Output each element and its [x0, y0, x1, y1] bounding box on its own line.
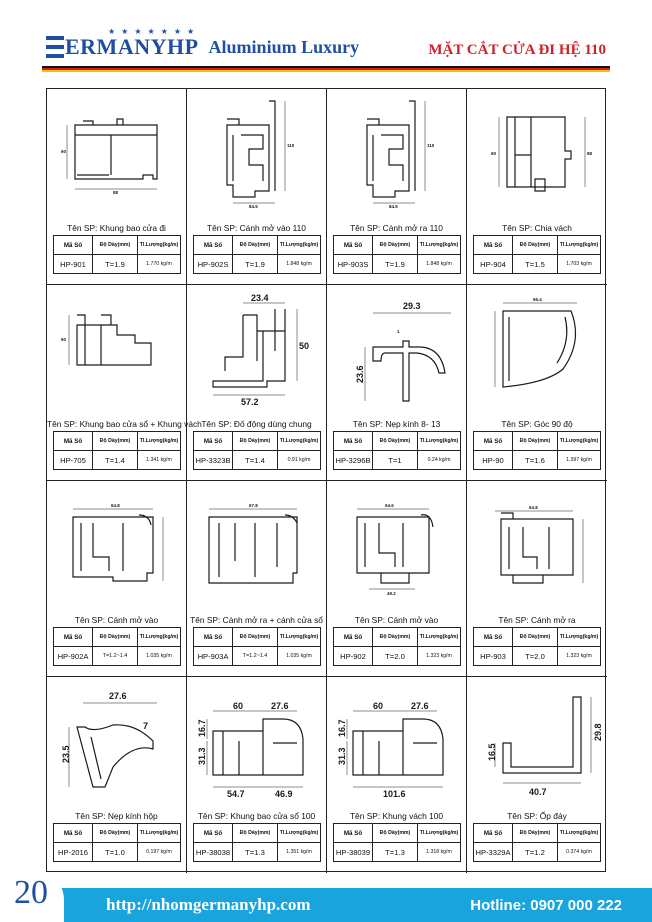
dimension-label: 46.9	[275, 789, 293, 799]
profile-cross-section-drawing	[193, 487, 321, 615]
product-thickness: T=1.2~1.4	[233, 647, 278, 666]
dimension-label: 40.7	[529, 787, 547, 797]
page-title: MẶT CẮT CỬA ĐI HỆ 110	[428, 42, 606, 58]
weight-header: Tl.Lượng(kg/m)	[138, 236, 181, 255]
product-thickness: T=1.4	[93, 451, 138, 470]
product-code: HP-3296B	[334, 451, 373, 470]
profile-cross-section-drawing	[333, 291, 461, 419]
spec-table-row	[54, 255, 181, 274]
weight-header: Tl.Lượng(kg/m)	[418, 236, 461, 255]
product-code: HP-3329A	[474, 843, 513, 862]
product-code: HP-903	[474, 647, 513, 666]
spec-table-row	[334, 843, 461, 862]
code-header: Mã Số	[334, 824, 373, 843]
spec-table-row	[54, 451, 181, 470]
hotline: Hotline: 0907 000 222	[470, 897, 622, 914]
dimension-label: 1	[397, 329, 400, 334]
spec-table-header	[194, 824, 321, 843]
profile-card	[47, 677, 187, 873]
spec-table-row	[334, 451, 461, 470]
spec-table	[193, 431, 321, 470]
spec-table	[53, 235, 181, 274]
product-thickness: T=1.2~1.4	[93, 647, 138, 666]
dimension-label: 64.6	[385, 503, 394, 508]
profile-card	[47, 285, 202, 481]
weight-header: Tl.Lượng(kg/m)	[138, 824, 181, 843]
product-code: HP-903A	[194, 647, 233, 666]
weight-header: Tl.Lượng(kg/m)	[278, 824, 321, 843]
dimension-label: 60	[233, 701, 244, 711]
dimension-label: 23.5	[61, 745, 71, 763]
brand-stars: ★★★★★★★	[108, 27, 201, 36]
dimension-line	[233, 101, 285, 203]
profile-cross-section-drawing	[193, 291, 321, 419]
product-name: Tên SP: Nẹp kính hộp	[75, 811, 158, 821]
spec-table-row	[194, 451, 321, 470]
profile-outline	[77, 315, 151, 365]
weight-header: Tl.Lượng(kg/m)	[558, 236, 601, 255]
profile-card	[187, 677, 327, 873]
product-code: HP-902A	[54, 647, 93, 666]
cross-section-svg	[193, 95, 321, 223]
dimension-label: 88	[587, 151, 593, 156]
spec-table	[193, 627, 321, 666]
dimension-label: 16.7	[197, 719, 207, 737]
product-weight: 0.374 kg/m	[558, 843, 601, 862]
product-thickness: T=1.9	[233, 255, 278, 274]
weight-header: Tl.Lượng(kg/m)	[418, 628, 461, 647]
brand-subtitle: Aluminium Luxury	[208, 37, 360, 57]
thickness-header: Độ Dày(mm)	[93, 824, 138, 843]
profile-cross-section-drawing	[473, 487, 601, 615]
product-name: Tên SP: Ốp đáy	[507, 811, 567, 821]
code-header: Mã Số	[474, 824, 513, 843]
code-header: Mã Số	[194, 628, 233, 647]
spec-table	[333, 823, 461, 862]
thickness-header: Độ Dày(mm)	[373, 432, 418, 451]
dimension-label: 31.3	[337, 747, 347, 765]
product-weight: 1.351 kg/m	[278, 843, 321, 862]
profile-cross-section-drawing	[53, 487, 181, 615]
code-header: Mã Số	[194, 824, 233, 843]
dimension-line	[357, 509, 429, 589]
dimension-label: 49.2	[387, 591, 396, 596]
profile-outline	[213, 719, 303, 775]
product-thickness: T=2.0	[373, 647, 418, 666]
thickness-header: Độ Dày(mm)	[233, 824, 278, 843]
thickness-header: Độ Dày(mm)	[513, 432, 558, 451]
spec-table	[473, 627, 601, 666]
profile-cross-section-drawing	[333, 95, 461, 223]
product-code: HP-902	[334, 647, 373, 666]
product-code: HP-2016	[54, 843, 93, 862]
dimension-label: 23.4	[251, 293, 269, 303]
thickness-header: Độ Dày(mm)	[233, 236, 278, 255]
spec-table-row	[334, 255, 461, 274]
profile-outline	[507, 117, 571, 191]
product-name: Tên SP: Khung bao cửa sổ + Khung vách	[47, 419, 202, 429]
code-header: Mã Số	[334, 236, 373, 255]
profile-outline	[77, 725, 153, 787]
profile-card	[187, 481, 327, 677]
profile-card	[467, 481, 607, 677]
product-name: Tên SP: Cánh mở vào	[354, 615, 439, 625]
spec-table-header	[474, 824, 601, 843]
dimension-label: 67.8	[249, 503, 258, 508]
profile-cross-section-drawing	[193, 683, 321, 811]
spec-table	[193, 823, 321, 862]
dimension-line	[499, 117, 585, 187]
spec-table	[473, 823, 601, 862]
code-header: Mã Số	[54, 628, 93, 647]
cross-section-svg	[473, 291, 601, 419]
product-thickness: T=1.6	[513, 451, 558, 470]
dimension-label: 84.5	[249, 204, 258, 209]
code-header: Mã Số	[334, 628, 373, 647]
product-code: HP-901	[54, 255, 93, 274]
profile-outline	[503, 697, 581, 773]
profile-card	[327, 481, 467, 677]
cross-section-svg	[53, 683, 181, 811]
product-name: Tên SP: Đố động dùng chung	[201, 419, 312, 429]
product-thickness: T=1.3	[233, 843, 278, 862]
dimension-label: 110	[427, 143, 435, 148]
product-weight: 1.770 kg/m	[138, 255, 181, 274]
product-weight: 1.703 kg/m	[558, 255, 601, 274]
website-link[interactable]: http://nhomgermanyhp.com	[106, 895, 311, 914]
dimension-label: 110	[287, 143, 295, 148]
product-weight: 1.035 kg/m	[138, 647, 181, 666]
spec-table-row	[194, 255, 321, 274]
spec-table-header	[474, 432, 601, 451]
weight-header: Tl.Lượng(kg/m)	[558, 432, 601, 451]
code-header: Mã Số	[194, 432, 233, 451]
spec-table	[53, 823, 181, 862]
dimension-label: 29.3	[403, 301, 421, 311]
spec-table-header	[474, 628, 601, 647]
dimension-label: 7	[143, 721, 149, 731]
spec-table	[473, 235, 601, 274]
profile-cross-section-drawing	[473, 683, 601, 811]
cross-section-svg	[193, 487, 321, 615]
product-weight: 1.848 kg/m	[418, 255, 461, 274]
spec-table-row	[474, 843, 601, 862]
product-thickness: T=1.0	[93, 843, 138, 862]
profile-outline	[503, 311, 576, 387]
spec-table-row	[474, 255, 601, 274]
profile-outline	[501, 513, 573, 583]
spec-table-header	[194, 236, 321, 255]
product-thickness: T=1.3	[373, 843, 418, 862]
thickness-header: Độ Dày(mm)	[373, 628, 418, 647]
flag-stripe	[42, 66, 610, 72]
weight-header: Tl.Lượng(kg/m)	[418, 432, 461, 451]
dimension-label: 88	[113, 190, 119, 195]
weight-header: Tl.Lượng(kg/m)	[558, 824, 601, 843]
profile-card	[187, 89, 327, 285]
brand-name: ERMANYHP	[65, 34, 199, 59]
product-weight: 1.341 kg/m	[138, 451, 181, 470]
product-weight: 1.323 kg/m	[558, 647, 601, 666]
profile-outline	[73, 515, 153, 581]
thickness-header: Độ Dày(mm)	[93, 236, 138, 255]
product-code: HP-90	[474, 451, 513, 470]
product-code: HP-705	[54, 451, 93, 470]
cross-section-svg	[473, 95, 601, 223]
spec-table-row	[474, 451, 601, 470]
dimension-label: 64.8	[111, 503, 120, 508]
logo-e-mark-icon	[46, 36, 64, 58]
spec-table-row	[54, 843, 181, 862]
code-header: Mã Số	[334, 432, 373, 451]
code-header: Mã Số	[54, 432, 93, 451]
spec-table-row	[194, 647, 321, 666]
product-name: Tên SP: Chia vách	[502, 223, 572, 233]
dimension-line	[365, 313, 451, 401]
dimension-label: 64.8	[529, 505, 538, 510]
product-code: HP-904	[474, 255, 513, 274]
thickness-header: Độ Dày(mm)	[513, 628, 558, 647]
profile-outline	[227, 101, 275, 197]
cross-section-svg	[53, 291, 181, 419]
profile-outline	[75, 119, 157, 179]
weight-header: Tl.Lượng(kg/m)	[558, 628, 601, 647]
dimension-label: 27.6	[271, 701, 289, 711]
dimension-label: 27.6	[411, 701, 429, 711]
dimension-label: 60	[491, 151, 497, 156]
product-weight: 0.24 kg/m	[418, 451, 461, 470]
dimension-line	[495, 511, 583, 583]
profile-cross-section-drawing	[333, 487, 461, 615]
product-name: Tên SP: Nẹp kính 8- 13	[352, 419, 441, 429]
spec-table-header	[474, 236, 601, 255]
spec-table-row	[474, 647, 601, 666]
cross-section-svg	[193, 683, 321, 811]
product-thickness: T=1.4	[233, 451, 278, 470]
profile-outline	[367, 101, 415, 197]
product-weight: 0.197 kg/m	[138, 843, 181, 862]
profile-cross-section-drawing	[473, 291, 601, 419]
code-header: Mã Số	[54, 824, 93, 843]
cross-section-svg	[333, 487, 461, 615]
spec-table-header	[54, 628, 181, 647]
profile-outline	[373, 341, 445, 401]
profile-card	[467, 285, 607, 481]
product-name: Tên SP: Cánh mở vào	[74, 615, 159, 625]
dimension-label: 27.6	[109, 691, 127, 701]
code-header: Mã Số	[194, 236, 233, 255]
product-name: Tên SP: Góc 90 độ	[501, 419, 573, 429]
profile-card	[47, 89, 187, 285]
code-header: Mã Số	[474, 236, 513, 255]
spec-table-row	[194, 843, 321, 862]
cross-section-svg	[333, 291, 461, 419]
profile-cross-section-drawing	[53, 95, 181, 223]
thickness-header: Độ Dày(mm)	[93, 628, 138, 647]
profile-card	[467, 89, 607, 285]
thickness-header: Độ Dày(mm)	[513, 824, 558, 843]
dimension-label: 84.5	[389, 204, 398, 209]
profile-card	[187, 285, 327, 481]
spec-table-header	[334, 236, 461, 255]
spec-table-header	[334, 824, 461, 843]
product-weight: 1.035 kg/m	[278, 647, 321, 666]
product-code: HP-38039	[334, 843, 373, 862]
brand-logo[interactable]	[46, 27, 360, 59]
product-weight: 1.848 kg/m	[278, 255, 321, 274]
spec-table-row	[334, 647, 461, 666]
thickness-header: Độ Dày(mm)	[373, 236, 418, 255]
spec-table	[333, 431, 461, 470]
product-code: HP-902S	[194, 255, 233, 274]
spec-table	[53, 627, 181, 666]
spec-table	[473, 431, 601, 470]
profile-outline	[357, 515, 433, 583]
weight-header: Tl.Lượng(kg/m)	[278, 236, 321, 255]
product-name: Tên SP: Cánh mở vào 110	[207, 223, 306, 233]
spec-table	[193, 235, 321, 274]
product-thickness: T=1.5	[513, 255, 558, 274]
product-weight: 0.91 kg/m	[278, 451, 321, 470]
profile-cross-section-drawing	[333, 683, 461, 811]
profile-outline	[213, 309, 285, 387]
weight-header: Tl.Lượng(kg/m)	[278, 628, 321, 647]
profile-card	[327, 677, 467, 873]
product-code: HP-38038	[194, 843, 233, 862]
product-name: Tên SP: Khung vách 100	[349, 811, 444, 821]
product-thickness: T=1.9	[93, 255, 138, 274]
dimension-label: 60	[61, 149, 67, 154]
page-header	[0, 0, 652, 76]
thickness-header: Độ Dày(mm)	[93, 432, 138, 451]
dimension-line	[495, 697, 591, 783]
flag-stripe-gold	[42, 70, 610, 72]
code-header: Mã Số	[474, 628, 513, 647]
dimension-label: 66.4	[533, 297, 542, 302]
profile-card	[467, 677, 607, 873]
spec-table	[333, 235, 461, 274]
spec-table-header	[334, 628, 461, 647]
thickness-header: Độ Dày(mm)	[233, 432, 278, 451]
product-weight: 1.323 kg/m	[418, 647, 461, 666]
spec-table	[333, 627, 461, 666]
spec-table-row	[54, 647, 181, 666]
profile-catalog-grid	[46, 88, 606, 872]
spec-table-header	[334, 432, 461, 451]
product-thickness: T=1	[373, 451, 418, 470]
spec-table-header	[54, 432, 181, 451]
product-name: Tên SP: Cánh mở ra	[498, 615, 576, 625]
product-code: HP-3323B	[194, 451, 233, 470]
dimension-label: 60	[61, 337, 67, 342]
dimension-line	[373, 101, 425, 203]
profile-cross-section-drawing	[473, 95, 601, 223]
thickness-header: Độ Dày(mm)	[233, 628, 278, 647]
spec-table-header	[54, 824, 181, 843]
profile-cross-section-drawing	[193, 95, 321, 223]
cross-section-svg	[193, 291, 321, 419]
code-header: Mã Số	[474, 432, 513, 451]
product-thickness: T=1.9	[373, 255, 418, 274]
dimension-label: 31.3	[197, 747, 207, 765]
profile-cross-section-drawing	[53, 683, 181, 811]
profile-outline	[209, 515, 297, 583]
dimension-label: 50	[299, 341, 310, 351]
profile-card	[327, 285, 467, 481]
product-thickness: T=1.2	[513, 843, 558, 862]
cross-section-svg	[333, 95, 461, 223]
code-header: Mã Số	[54, 236, 93, 255]
product-weight: 1.318 kg/m	[418, 843, 461, 862]
profile-card	[47, 481, 187, 677]
dimension-label: 101.6	[383, 789, 406, 799]
spec-table-header	[194, 432, 321, 451]
dimension-label: 57.2	[241, 397, 259, 407]
cross-section-svg	[53, 487, 181, 615]
dimension-label: 54.7	[227, 789, 245, 799]
product-name: Tên SP: Cánh mở ra + cánh cửa sổ	[190, 615, 323, 625]
cross-section-svg	[333, 683, 461, 811]
spec-table-header	[194, 628, 321, 647]
product-code: HP-903S	[334, 255, 373, 274]
thickness-header: Độ Dày(mm)	[513, 236, 558, 255]
weight-header: Tl.Lượng(kg/m)	[138, 628, 181, 647]
page-number: 20	[14, 874, 48, 911]
dimension-label: 29.8	[593, 723, 603, 741]
dimension-label: 23.6	[355, 365, 365, 383]
dimension-label: 60	[373, 701, 384, 711]
page-number-badge	[0, 870, 64, 922]
thickness-header: Độ Dày(mm)	[373, 824, 418, 843]
product-name: Tên SP: Cánh mở ra 110	[350, 223, 443, 233]
product-name: Tên SP: Khung bao cửa đi	[67, 223, 166, 233]
weight-header: Tl.Lượng(kg/m)	[138, 432, 181, 451]
cross-section-svg	[473, 487, 601, 615]
page-footer	[0, 870, 652, 922]
weight-header: Tl.Lượng(kg/m)	[418, 824, 461, 843]
cross-section-svg	[473, 683, 601, 811]
spec-table-header	[54, 236, 181, 255]
product-thickness: T=2.0	[513, 647, 558, 666]
spec-table	[53, 431, 181, 470]
dimension-label: 16.5	[487, 743, 497, 761]
dimension-label: 16.7	[337, 719, 347, 737]
profile-cross-section-drawing	[53, 291, 181, 419]
weight-header: Tl.Lượng(kg/m)	[278, 432, 321, 451]
product-name: Tên SP: Khung bao cửa sổ 100	[197, 811, 316, 821]
cross-section-svg	[53, 95, 181, 223]
profile-outline	[353, 719, 443, 775]
profile-card	[327, 89, 467, 285]
product-weight: 1.397 kg/m	[558, 451, 601, 470]
